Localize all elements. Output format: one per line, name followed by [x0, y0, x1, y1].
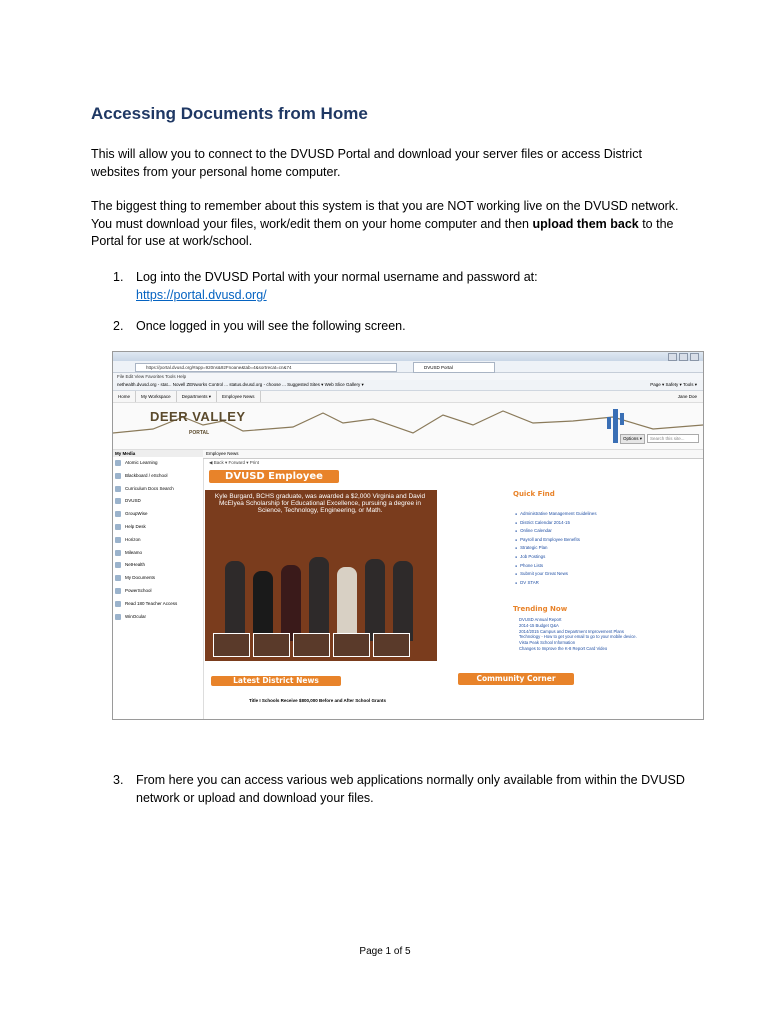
- sidebar-item: Mileamo: [113, 547, 203, 560]
- news-photo: [205, 490, 437, 661]
- cactus-icon: [613, 409, 618, 443]
- photo-caption: Kyle Burgard, BCHS graduate, was awarded a $2,000 Virginia and David McElyea Scholarship for Educational Excellence, pursuing a degree in Science, Technology, Engineering, or Math.: [214, 493, 426, 514]
- browser-commands: Page ▾ Safety ▾ Tools ▾: [650, 382, 697, 387]
- intro-paragraph: This will allow you to connect to the DVUSD Portal and download your server files or access District websites from your personal home computer.: [91, 147, 642, 179]
- favorites-links: nethealth.dvusd.org - stat... Novell ZENworks Control ... status.dvusd.org - choose ... Suggested Sites ▾ Web Slice Gallery ▾: [117, 382, 364, 387]
- quick-link: ● Administrative Management Guidelines: [521, 510, 696, 519]
- close-icon: [690, 353, 699, 361]
- quick-find-links: [521, 510, 696, 587]
- step-number: 3.: [113, 773, 124, 787]
- page-footer: Page 1 of 5: [359, 946, 411, 957]
- sidebar-item: WinOcular: [113, 611, 203, 624]
- app-icon: [115, 537, 121, 543]
- sidebar-item: My Documents: [113, 572, 203, 585]
- quick-link: ● Online Calendar: [521, 527, 696, 536]
- trending-link: Vista Peak School Information: [519, 640, 576, 646]
- warning-bold: upload them back: [532, 216, 639, 231]
- sidebar-item: Help Desk: [113, 521, 203, 534]
- main-tab: Employee News: [203, 450, 703, 459]
- trending-links: [519, 617, 699, 652]
- nav-home: Home: [113, 391, 136, 402]
- quick-link: ● DV STAR: [521, 579, 696, 588]
- portal-body: [113, 450, 703, 720]
- community-corner-banner: Community Corner: [458, 673, 574, 685]
- sidebar-item: DVUSD: [113, 495, 203, 508]
- latest-news-banner: Latest District News: [211, 676, 341, 686]
- warning-paragraph: [91, 198, 691, 251]
- trending-link: Changes to Improve the K-8 Report Card Video: [519, 645, 608, 651]
- sidebar-item: Horizon: [113, 534, 203, 547]
- quick-link: ● Strategic Plan: [521, 544, 696, 553]
- user-name: Jane Doe: [677, 394, 697, 399]
- trending-link: DVUSD Annual Report: [519, 617, 562, 622]
- quick-link: ● Phone Lists: [521, 562, 696, 571]
- address-field: https://portal.dvusd.org/#app=920ns&92Fnoane&tab=4&sortrecat=cn&74: [135, 363, 397, 372]
- employee-news-banner: DVUSD Employee: [209, 470, 339, 483]
- portal-logo-sub: PORTAL: [189, 430, 210, 436]
- portal-link[interactable]: https://portal.dvusd.org/: [136, 287, 267, 302]
- quick-link: ● Submit your Great News: [521, 570, 696, 579]
- step-text: [136, 269, 696, 304]
- step-number: 2.: [113, 319, 124, 333]
- sidebar-item: GroupWise: [113, 508, 203, 521]
- nav-workspace: My Workspace: [136, 391, 177, 402]
- main-content: [203, 450, 703, 720]
- page-title: Accessing Documents from Home: [91, 104, 368, 123]
- trending-link: 2014/2015 Campus and Department Improvement Plans: [519, 628, 624, 634]
- warning-text-end: to the Portal for use at work/school.: [91, 216, 674, 248]
- trending-link: 2014-15 Budget Q&A: [519, 622, 559, 628]
- sidebar: [113, 450, 204, 720]
- app-icon: [115, 511, 121, 517]
- search-options: Options ▾: [620, 434, 645, 444]
- nav-employee-news: Employee News: [217, 391, 261, 402]
- step-text: From here you can access various web applications normally only available from within the DVUSD network or upload and download your files.: [136, 773, 685, 805]
- app-icon: [115, 460, 121, 466]
- sidebar-item: Curriculum Docs Search: [113, 483, 203, 496]
- portal-screenshot: [112, 351, 704, 720]
- browser-titlebar: [113, 352, 703, 361]
- sidebar-item: PowerSchool: [113, 585, 203, 598]
- minimize-icon: [668, 353, 677, 361]
- window-buttons: [668, 353, 699, 361]
- sidebar-item: Read 180 Teacher Access: [113, 598, 203, 611]
- portal-banner: [113, 403, 703, 450]
- app-icon: [115, 550, 121, 556]
- maximize-icon: [679, 353, 688, 361]
- sidebar-item: NetHealth: [113, 559, 203, 572]
- sidebar-header: My Media: [113, 450, 203, 457]
- main-toolbar: ◀ Back ▾ Forward ▾ Print: [209, 460, 259, 465]
- people-figures: [225, 557, 413, 641]
- news-item: Title I Schools Receive $800,000 Before and After School Grants: [249, 698, 387, 703]
- site-search: [620, 434, 699, 444]
- favorites-bar: [113, 380, 703, 391]
- quick-find-heading: Quick Find: [513, 490, 555, 498]
- warning-text: The biggest thing to remember about this system is that you are NOT working live on the DVUSD network. You must download your files, work/edit them on your home computer and then: [91, 199, 679, 231]
- trending-link: Technology - How to get your email to go to your mobile device.: [519, 634, 637, 640]
- app-icon: [115, 486, 121, 492]
- quick-link: ● District Calendar 2014-15: [521, 519, 696, 528]
- step-number: 1.: [113, 270, 124, 284]
- quick-link: ● Job Postings: [521, 553, 696, 562]
- app-icon: [115, 524, 121, 530]
- app-icon: [115, 588, 121, 594]
- app-icon: [115, 614, 121, 620]
- app-icon: [115, 601, 121, 607]
- step-text: Once logged in you will see the following screen.: [136, 319, 406, 333]
- app-icon: [115, 498, 121, 504]
- nav-departments: Departments ▾: [177, 391, 217, 402]
- app-icon: [115, 562, 121, 568]
- search-input: Search this site...: [647, 434, 699, 443]
- sidebar-item: Atomic Learning: [113, 457, 203, 470]
- portal-logo: DEER VALLEY: [150, 409, 246, 424]
- browser-address-bar: [113, 361, 703, 373]
- photo-thumbnails: [213, 633, 410, 657]
- browser-menu: File Edit View Favorites Tools Help: [113, 373, 703, 380]
- app-icon: [115, 473, 121, 479]
- browser-tab: DVUSD Portal: [413, 362, 495, 373]
- quick-link: ● Payroll and Employee Benefits: [521, 536, 696, 545]
- portal-nav: [113, 391, 703, 403]
- sidebar-item: Blackboard / eSchool: [113, 470, 203, 483]
- trending-heading: Trending Now: [513, 605, 568, 613]
- step-1-text: Log into the DVUSD Portal with your normal username and password at:: [136, 270, 538, 284]
- app-icon: [115, 575, 121, 581]
